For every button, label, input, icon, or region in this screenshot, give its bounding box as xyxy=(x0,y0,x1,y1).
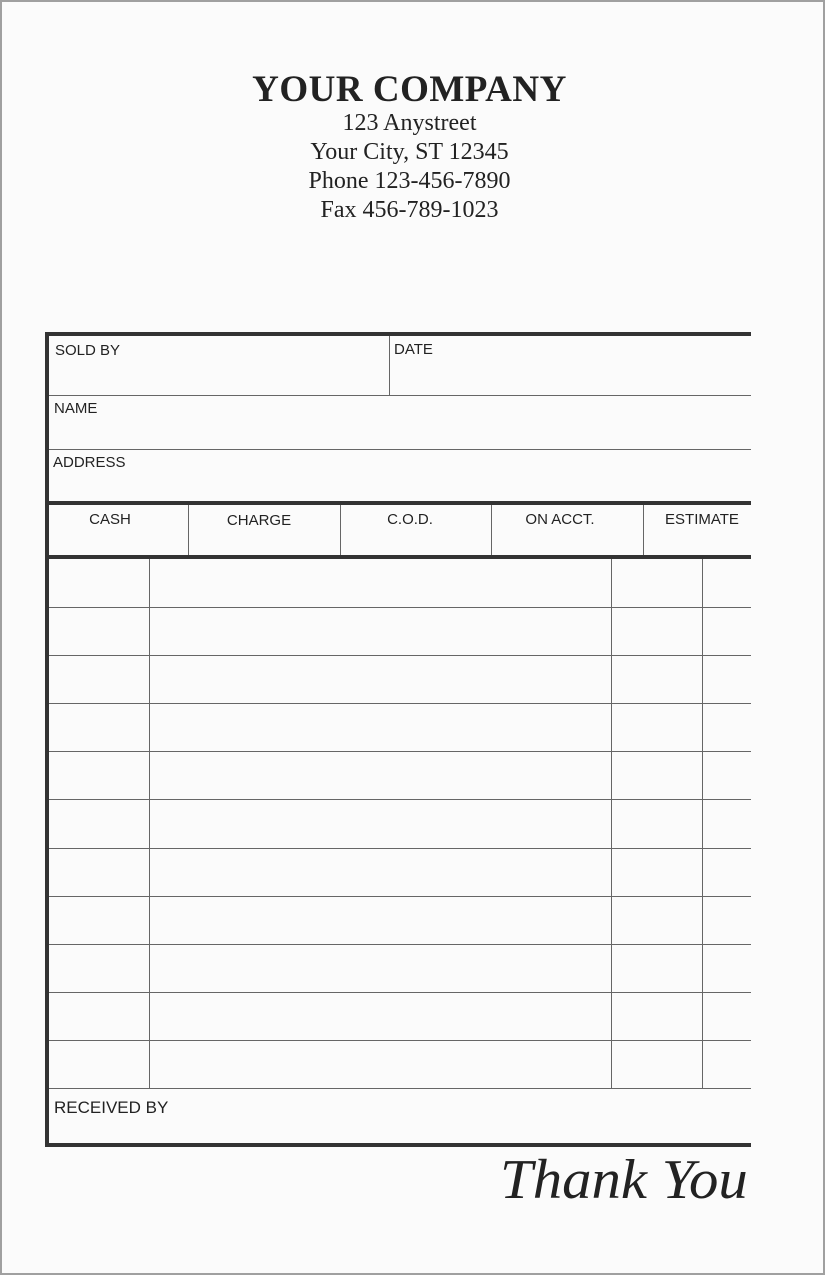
table-row[interactable] xyxy=(49,607,751,655)
address-label: ADDRESS xyxy=(53,454,126,471)
table-row[interactable] xyxy=(49,799,751,847)
address-field[interactable] xyxy=(49,450,751,501)
company-fax: Fax 456-789-1023 xyxy=(320,197,499,223)
date-label: DATE xyxy=(394,341,433,358)
date-field[interactable] xyxy=(390,336,750,395)
thank-you-text: Thank You xyxy=(500,1149,748,1211)
table-row[interactable] xyxy=(49,559,751,607)
payment-option-cash[interactable]: CASH xyxy=(89,511,131,528)
company-street: 123 Anystreet xyxy=(342,110,477,136)
table-row[interactable] xyxy=(49,944,751,992)
company-phone: Phone 123-456-7890 xyxy=(308,168,511,194)
payment-option-charge[interactable]: CHARGE xyxy=(226,512,292,529)
table-row[interactable] xyxy=(49,1040,751,1088)
received-by-label: RECEIVED BY xyxy=(54,1098,169,1117)
divider xyxy=(45,501,751,505)
company-name: YOUR COMPANY xyxy=(252,69,567,110)
table-row[interactable] xyxy=(49,848,751,896)
table-row[interactable] xyxy=(49,992,751,1040)
table-row[interactable] xyxy=(49,751,751,799)
payment-option-cod[interactable]: C.O.D. xyxy=(387,511,433,528)
payment-option-on-account[interactable]: ON ACCT. xyxy=(525,511,595,528)
sold-by-label: SOLD BY xyxy=(55,342,121,359)
table-row[interactable] xyxy=(49,655,751,703)
table-row[interactable] xyxy=(49,703,751,751)
payment-option-estimate[interactable]: ESTIMATE xyxy=(665,511,739,528)
name-field[interactable] xyxy=(49,396,751,449)
table-row[interactable] xyxy=(49,896,751,944)
company-city: Your City, ST 12345 xyxy=(310,139,509,165)
name-label: NAME xyxy=(54,400,98,417)
form-bottom-border xyxy=(45,1143,751,1147)
